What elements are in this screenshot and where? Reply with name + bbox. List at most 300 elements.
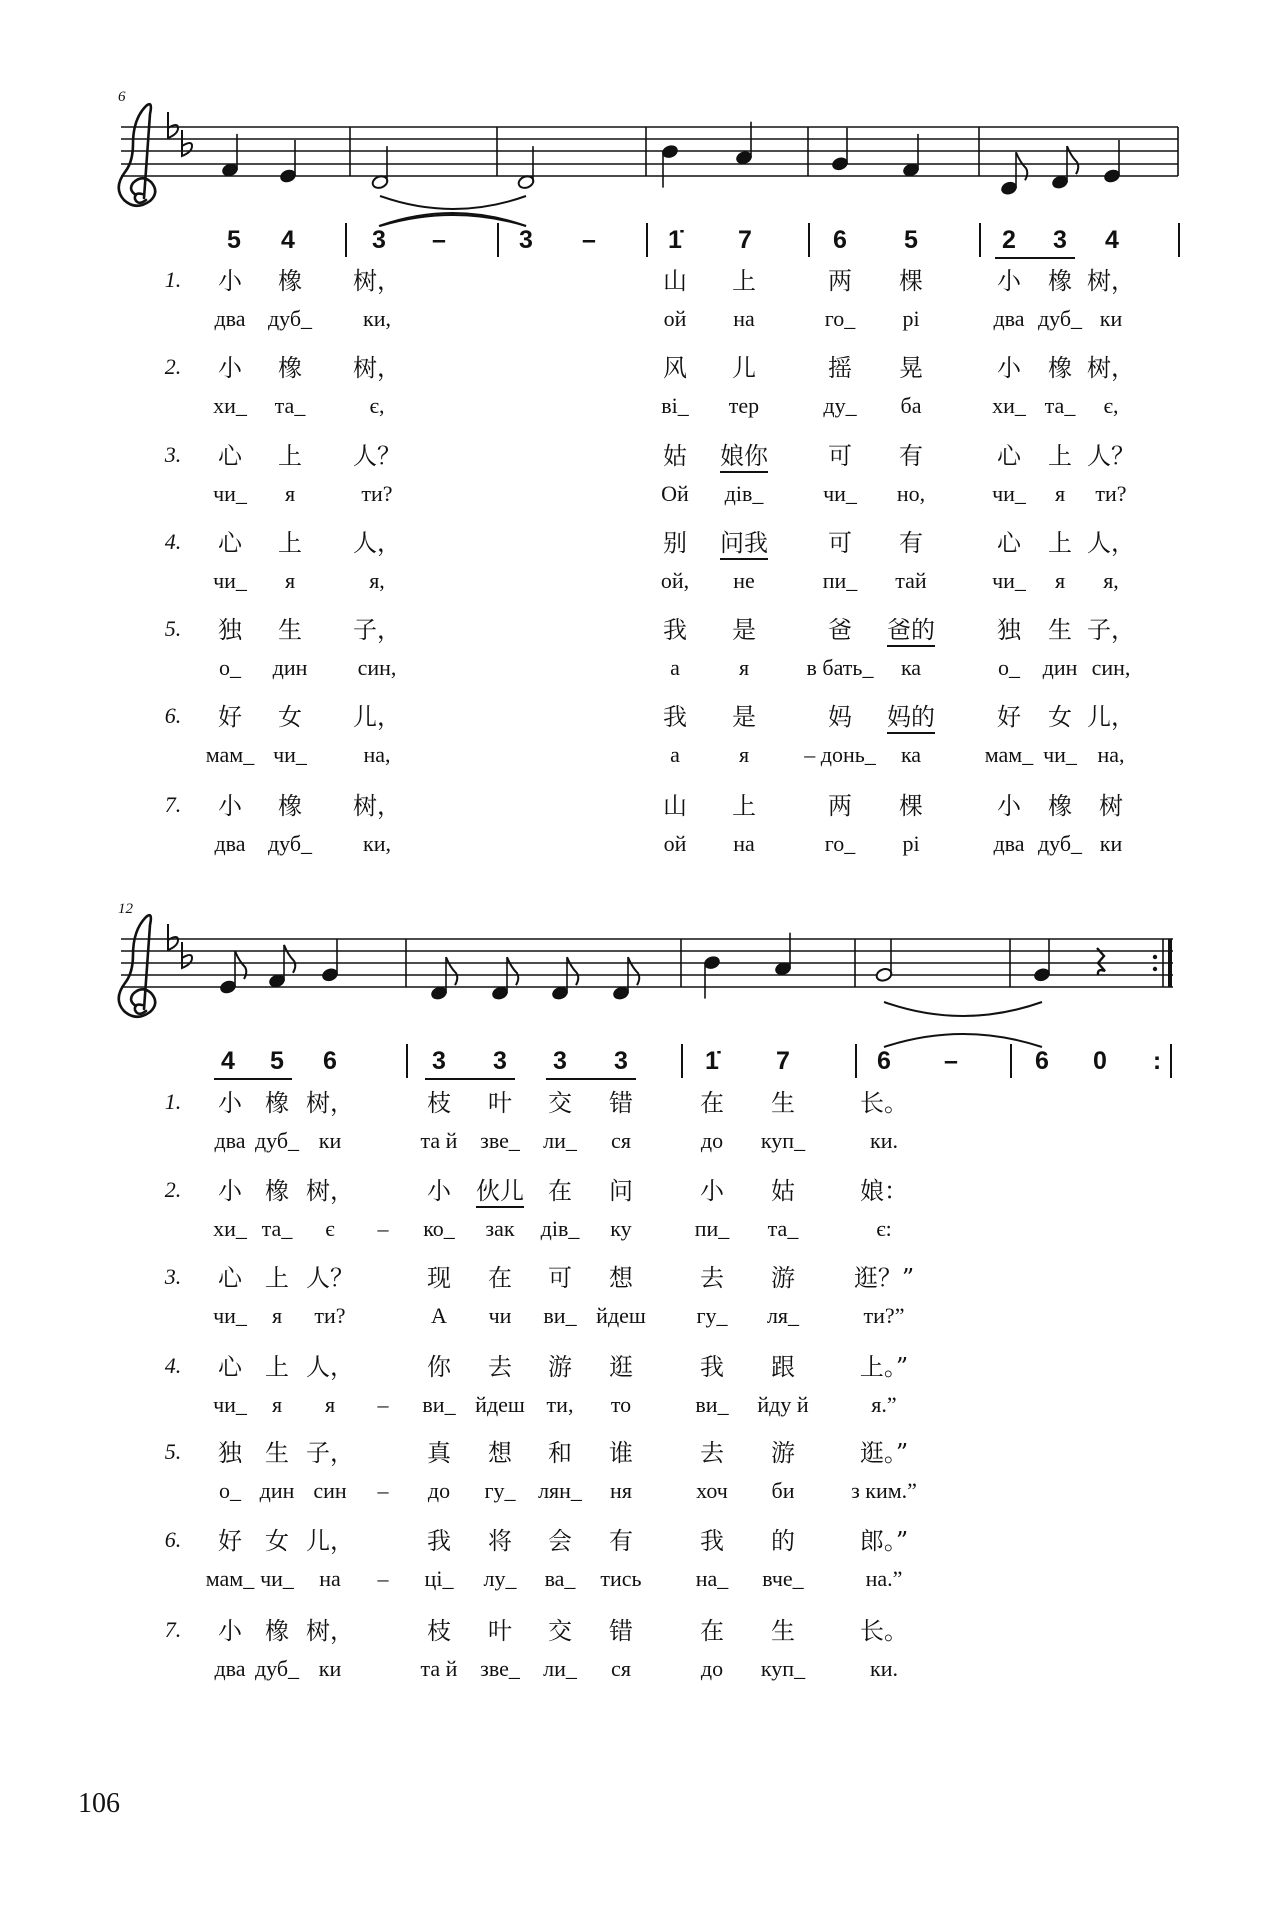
lyric-uk: дуб_ [1037, 831, 1083, 856]
lyric-cell [218, 1091, 242, 1115]
verse-number: 2. [164, 354, 182, 379]
lyric-zh: 我 [700, 1527, 724, 1555]
lyric-uk: не [733, 568, 755, 593]
lyric-cell [860, 1355, 908, 1379]
lyric-cell [165, 1529, 182, 1551]
lyric-uk: чи_ [260, 1566, 294, 1591]
lyric-cell [488, 1266, 512, 1290]
lyric-cell [165, 1091, 182, 1113]
verse-number: 3. [164, 1264, 182, 1289]
lyric-cell [218, 269, 242, 293]
lyric-cell [663, 444, 687, 468]
jianpu-note: 1̇ [668, 226, 682, 254]
lyric-zh: 橡 [278, 354, 302, 382]
lyric-zh: 去 [488, 1353, 512, 1381]
lyric-zh: 棵 [899, 792, 923, 820]
lyric-zh: 逛？” [853, 1264, 915, 1292]
lyric-zh: 小 [997, 354, 1021, 382]
lyric-zh: 小 [997, 792, 1021, 820]
lyric-zh: 叶 [488, 1089, 512, 1117]
lyric-zh: 伙儿 [476, 1177, 524, 1208]
lyric-zh: 好 [218, 1527, 242, 1555]
lyric-zh: 上 [732, 792, 756, 820]
jianpu-note: 6 [323, 1047, 337, 1075]
lyric-zh: 橡 [265, 1617, 289, 1645]
lyric-cell [427, 1529, 451, 1553]
lyric-uk: – [377, 1478, 389, 1503]
lyric-cell [700, 1529, 724, 1553]
lyric-cell [997, 618, 1021, 642]
lyric-zh: 游 [548, 1353, 572, 1381]
lyric-zh: 想 [488, 1439, 512, 1467]
verse-number: 5. [164, 1439, 182, 1464]
lyric-cell [828, 356, 852, 380]
lyric-zh: 真 [427, 1439, 451, 1467]
lyric-uk: ой [663, 831, 687, 856]
lyric-zh: 去 [700, 1439, 724, 1467]
lyric-cell [1048, 618, 1072, 642]
repeat-dot [1153, 967, 1157, 971]
lyric-zh: 两 [828, 267, 852, 295]
lyric-uk: та_ [274, 393, 306, 418]
lyric-uk: чи_ [213, 481, 247, 506]
jianpu-underline [995, 257, 1075, 259]
lyric-cell [265, 1529, 289, 1553]
lyric-cell [771, 1091, 795, 1115]
lyric-zh: 树， [306, 1617, 354, 1645]
lyric-zh: 在 [700, 1617, 724, 1645]
jianpu-note: 4 [1105, 226, 1119, 254]
lyric-uk: лу_ [483, 1566, 517, 1591]
lyric-zh: 树， [353, 267, 401, 295]
lyric-uk: о_ [219, 655, 241, 680]
lyric-zh: 子， [353, 616, 401, 644]
lyric-zh: 交 [548, 1617, 572, 1645]
lyric-zh: 橡 [278, 267, 302, 295]
verse-number: 6. [164, 1527, 182, 1552]
lyric-cell [218, 531, 242, 555]
lyric-uk: куп_ [760, 1128, 806, 1153]
lyric-uk: хи_ [213, 1216, 247, 1241]
lyric-uk: дів_ [540, 1216, 580, 1241]
lyric-zh: 有 [609, 1527, 633, 1555]
lyric-zh: 逛 [609, 1353, 633, 1381]
lyric-uk: го_ [824, 306, 856, 331]
lyric-cell [306, 1529, 354, 1553]
lyric-zh: 女 [1048, 703, 1072, 731]
lyric-zh: 娘你 [720, 442, 768, 473]
lyric-zh: 娘： [860, 1177, 908, 1205]
lyric-cell [609, 1266, 633, 1290]
lyric-cell [1048, 444, 1072, 468]
staff-system-1 [0, 0, 1272, 230]
lyric-uk: та й [420, 1656, 458, 1681]
lyric-cell [899, 794, 923, 818]
lyric-cell [427, 1266, 451, 1290]
note-flag [567, 957, 578, 985]
jianpu-note: 3 [553, 1047, 567, 1075]
lyric-cell [265, 1619, 289, 1643]
lyric-cell [860, 1441, 908, 1465]
lyric-zh: 树， [353, 354, 401, 382]
flat-sign-icon [182, 130, 192, 156]
lyric-uk: я [738, 742, 750, 767]
lyric-cell [828, 705, 852, 729]
lyric-uk: я [284, 568, 296, 593]
lyric-zh: 将 [488, 1527, 512, 1555]
lyric-uk: дуб_ [254, 1128, 300, 1153]
lyric-zh: 小 [218, 1089, 242, 1117]
lyric-cell [218, 1266, 242, 1290]
lyric-uk: я, [1103, 568, 1119, 593]
lyric-cell [165, 1266, 182, 1288]
lyric-zh: 我 [663, 703, 687, 731]
lyric-cell [609, 1619, 633, 1643]
lyric-cell [771, 1355, 795, 1379]
lyric-zh: 枝 [427, 1089, 451, 1117]
lyric-cell [165, 444, 182, 466]
lyric-cell [899, 269, 923, 293]
lyric-cell [997, 269, 1021, 293]
lyric-uk: йду й [757, 1392, 809, 1417]
lyric-zh: 我 [427, 1527, 451, 1555]
lyric-uk: ви_ [543, 1303, 577, 1328]
lyric-zh: 风 [663, 354, 687, 382]
lyric-zh: 叶 [488, 1617, 512, 1645]
lyric-cell [306, 1266, 354, 1290]
lyric-zh: 可 [828, 529, 852, 557]
lyric-uk: на_ [695, 1566, 729, 1591]
lyric-zh: 人， [353, 529, 401, 557]
jianpu-note: 0 [1093, 1047, 1107, 1075]
lyric-uk: два [214, 1128, 246, 1153]
lyric-zh: 可 [548, 1264, 572, 1292]
lyric-cell [278, 356, 302, 380]
lyric-uk: є [325, 1216, 335, 1241]
lyric-zh: 枝 [427, 1617, 451, 1645]
lyric-cell [732, 618, 756, 642]
lyric-cell [997, 444, 1021, 468]
lyric-uk: то [610, 1392, 632, 1417]
lyric-zh: 生 [278, 616, 302, 644]
lyric-cell [218, 1619, 242, 1643]
lyric-cell [278, 794, 302, 818]
lyric-uk: куп_ [760, 1656, 806, 1681]
lyric-zh: 逛。” [859, 1439, 909, 1467]
lyric-zh: 小 [700, 1177, 724, 1205]
verse-number: 3. [164, 442, 182, 467]
lyric-uk: зве_ [480, 1656, 520, 1681]
lyric-zh: 棵 [899, 267, 923, 295]
lyric-cell [700, 1619, 724, 1643]
lyric-zh: 人， [1087, 529, 1135, 557]
lyric-zh: 人？ [1087, 442, 1135, 470]
treble-clef-icon [119, 104, 156, 206]
verse-number: 7. [164, 1617, 182, 1642]
lyric-uk: на [733, 831, 755, 856]
lyric-cell [165, 1619, 182, 1641]
lyric-zh: 你 [427, 1353, 451, 1381]
lyric-zh: 生 [771, 1089, 795, 1117]
lyric-zh: 心 [218, 442, 242, 470]
lyric-zh: 子， [306, 1439, 354, 1467]
jianpu-note: 4 [281, 226, 295, 254]
lyric-uk: ці_ [424, 1566, 454, 1591]
lyric-cell [771, 1529, 795, 1553]
quarter-rest-icon [1097, 948, 1105, 975]
lyric-cell [887, 618, 935, 642]
lyric-zh: 人？ [306, 1264, 354, 1292]
lyric-zh: 独 [218, 1439, 242, 1467]
lyric-cell [1048, 705, 1072, 729]
lyric-cell [265, 1091, 289, 1115]
lyric-zh: 小 [218, 792, 242, 820]
note-flag [446, 957, 457, 985]
jianpu-note: 3 [519, 226, 533, 254]
lyric-uk: чи_ [992, 481, 1026, 506]
lyric-cell [609, 1441, 633, 1465]
note-flag [628, 957, 639, 985]
lyric-uk: но, [896, 481, 926, 506]
lyric-uk: ви_ [695, 1392, 729, 1417]
lyric-cell [1048, 531, 1072, 555]
lyric-cell [860, 1091, 908, 1115]
lyric-zh: 生 [1048, 616, 1072, 644]
jianpu-underline [546, 1078, 636, 1080]
verse-number: 5. [164, 616, 182, 641]
lyric-zh: 上 [1048, 442, 1072, 470]
jianpu-tie [0, 198, 1272, 238]
notes [221, 122, 1121, 196]
lyric-cell [165, 531, 182, 553]
jianpu-tie [0, 1019, 1272, 1059]
lyric-uk: ня [610, 1478, 632, 1503]
lyric-cell [427, 1179, 451, 1203]
lyric-zh: 小 [997, 267, 1021, 295]
lyric-cell [548, 1619, 572, 1643]
lyric-zh: 的 [771, 1527, 795, 1555]
lyric-zh: 山 [663, 792, 687, 820]
lyric-zh: 小 [218, 267, 242, 295]
lyric-zh: 问我 [720, 529, 768, 560]
lyric-zh: 生 [771, 1617, 795, 1645]
lyric-uk: два [214, 306, 246, 331]
lyric-cell [997, 794, 1021, 818]
lyric-zh: 问 [609, 1177, 633, 1205]
lyric-cell [548, 1179, 572, 1203]
lyric-uk: дуб_ [267, 831, 313, 856]
lyric-uk: а [670, 742, 680, 767]
lyric-uk: на, [363, 742, 391, 767]
lyric-uk: ки [318, 1656, 342, 1681]
lyric-cell [1087, 705, 1135, 729]
lyric-cell [771, 1619, 795, 1643]
lyric-cell [165, 356, 182, 378]
repeat-dot [1153, 955, 1157, 959]
lyric-uk: ти? [361, 481, 393, 506]
lyric-zh: 跟 [771, 1353, 795, 1381]
lyric-uk: ти, [546, 1392, 574, 1417]
jianpu-note: 5 [227, 226, 241, 254]
lyric-uk: ба [900, 393, 922, 418]
lyric-cell [548, 1529, 572, 1553]
lyric-cell [609, 1179, 633, 1203]
lyric-uk: ся [611, 1128, 631, 1153]
lyric-cell [353, 356, 401, 380]
lyric-uk: ко_ [423, 1216, 455, 1241]
lyric-zh: 生 [265, 1439, 289, 1467]
lyric-uk: Ой [661, 481, 689, 506]
jianpu-note: 5 [270, 1047, 284, 1075]
lyric-uk: а [670, 655, 680, 680]
lyric-cell [1087, 444, 1135, 468]
lyric-cell [860, 1529, 908, 1553]
lyric-cell [887, 705, 935, 729]
lyric-uk: я [284, 481, 296, 506]
lyric-cell [720, 444, 768, 468]
lyric-zh: 树 [1099, 792, 1123, 820]
jianpu-note: 4 [221, 1047, 235, 1075]
lyric-zh: 我 [663, 616, 687, 644]
jianpu-note: 3 [432, 1047, 446, 1075]
lyric-cell [218, 1355, 242, 1379]
lyric-uk: зак [485, 1216, 515, 1241]
lyric-cell [306, 1355, 354, 1379]
lyric-cell [278, 531, 302, 555]
lyric-cell [427, 1441, 451, 1465]
lyric-cell [1048, 269, 1072, 293]
lyric-uk: – [377, 1392, 389, 1417]
lyric-cell [488, 1091, 512, 1115]
lyric-uk: два [214, 831, 246, 856]
lyric-zh: 爸的 [887, 616, 935, 647]
lyric-uk: я, [369, 568, 385, 593]
lyric-zh: 儿， [306, 1527, 354, 1555]
note-flag [284, 945, 295, 973]
lyric-zh: 姑 [663, 442, 687, 470]
lyric-uk: я [271, 1392, 283, 1417]
lyric-zh: 错 [609, 1617, 633, 1645]
measure-number: 6 [118, 89, 126, 105]
lyric-uk: мам_ [984, 742, 1034, 767]
lyric-uk: ой, [660, 568, 690, 593]
lyric-uk: пи_ [822, 568, 858, 593]
lyric-uk: та_ [767, 1216, 799, 1241]
lyric-cell [609, 1355, 633, 1379]
lyric-uk: я [324, 1392, 336, 1417]
lyric-uk: до [700, 1656, 724, 1681]
lyric-cell [488, 1529, 512, 1553]
lyric-zh: 树， [353, 792, 401, 820]
lyric-cell [899, 531, 923, 555]
lyric-cell [548, 1355, 572, 1379]
lyric-uk: я [271, 1303, 283, 1328]
lyric-cell [771, 1441, 795, 1465]
lyric-zh: 摇 [828, 354, 852, 382]
lyric-zh: 上 [278, 442, 302, 470]
lyric-cell [828, 269, 852, 293]
note-flag [507, 957, 518, 985]
lyric-cell [488, 1619, 512, 1643]
lyric-uk: чи_ [992, 568, 1026, 593]
lyric-uk: на, [1097, 742, 1125, 767]
lyric-cell [663, 794, 687, 818]
verse-number: 6. [164, 703, 182, 728]
lyric-uk: чи_ [213, 1392, 247, 1417]
lyric-zh: 现 [427, 1264, 451, 1292]
lyric-cell [427, 1091, 451, 1115]
lyric-cell [1048, 794, 1072, 818]
flat-sign-icon [168, 924, 178, 950]
flat-sign-icon [182, 942, 192, 968]
lyric-cell [732, 269, 756, 293]
lyric-cell [353, 531, 401, 555]
lyric-uk: ля_ [766, 1303, 800, 1328]
lyric-uk: дуб_ [254, 1656, 300, 1681]
lyric-cell [860, 1179, 908, 1203]
lyric-zh: 是 [732, 616, 756, 644]
lyric-zh: 和 [548, 1439, 572, 1467]
lyric-uk: до [427, 1478, 451, 1503]
lyric-uk: дів_ [724, 481, 764, 506]
lyric-cell [860, 1619, 908, 1643]
lyric-cell [306, 1441, 354, 1465]
lyric-uk: дуб_ [267, 306, 313, 331]
lyric-cell [218, 1529, 242, 1553]
lyric-uk: о_ [998, 655, 1020, 680]
lyric-zh: 可 [828, 442, 852, 470]
lyric-cell [997, 356, 1021, 380]
lyric-uk: чи_ [1043, 742, 1077, 767]
lyric-uk: на [319, 1566, 341, 1591]
lyric-zh: 树， [1087, 354, 1135, 382]
jianpu-note: – [432, 226, 446, 254]
lyric-cell [1099, 794, 1123, 818]
lyric-zh: 两 [828, 792, 852, 820]
lyric-cell [1087, 531, 1135, 555]
lyric-uk: чи_ [273, 742, 307, 767]
lyric-zh: 橡 [1048, 267, 1072, 295]
lyric-uk: ки [1099, 306, 1123, 331]
lyric-uk: я [1054, 481, 1066, 506]
lyric-zh: 树， [1087, 267, 1135, 295]
lyric-zh: 在 [488, 1264, 512, 1292]
lyric-zh: 树， [306, 1089, 354, 1117]
lyric-cell [165, 1355, 182, 1377]
tie [884, 1002, 1042, 1016]
lyric-cell [700, 1441, 724, 1465]
lyric-cell [732, 705, 756, 729]
lyric-cell [353, 794, 401, 818]
lyric-uk: ти? [314, 1303, 346, 1328]
jianpu-note: 6 [833, 226, 847, 254]
lyric-uk: хоч [696, 1478, 728, 1503]
verse-number: 7. [164, 792, 182, 817]
lyric-cell [165, 269, 182, 291]
lyric-zh: 儿， [353, 703, 401, 731]
lyric-zh: 橡 [265, 1089, 289, 1117]
lyric-cell [427, 1355, 451, 1379]
lyric-uk: є, [369, 393, 385, 418]
verse-number: 1. [164, 267, 182, 292]
lyric-uk: мам_ [205, 1566, 255, 1591]
measure-number: 12 [118, 901, 133, 917]
verse-number: 4. [164, 529, 182, 554]
lyric-zh: 心 [218, 1353, 242, 1381]
lyric-cell [306, 1091, 354, 1115]
lyric-uk: пи_ [694, 1216, 730, 1241]
lyric-uk: дин [1042, 655, 1078, 680]
